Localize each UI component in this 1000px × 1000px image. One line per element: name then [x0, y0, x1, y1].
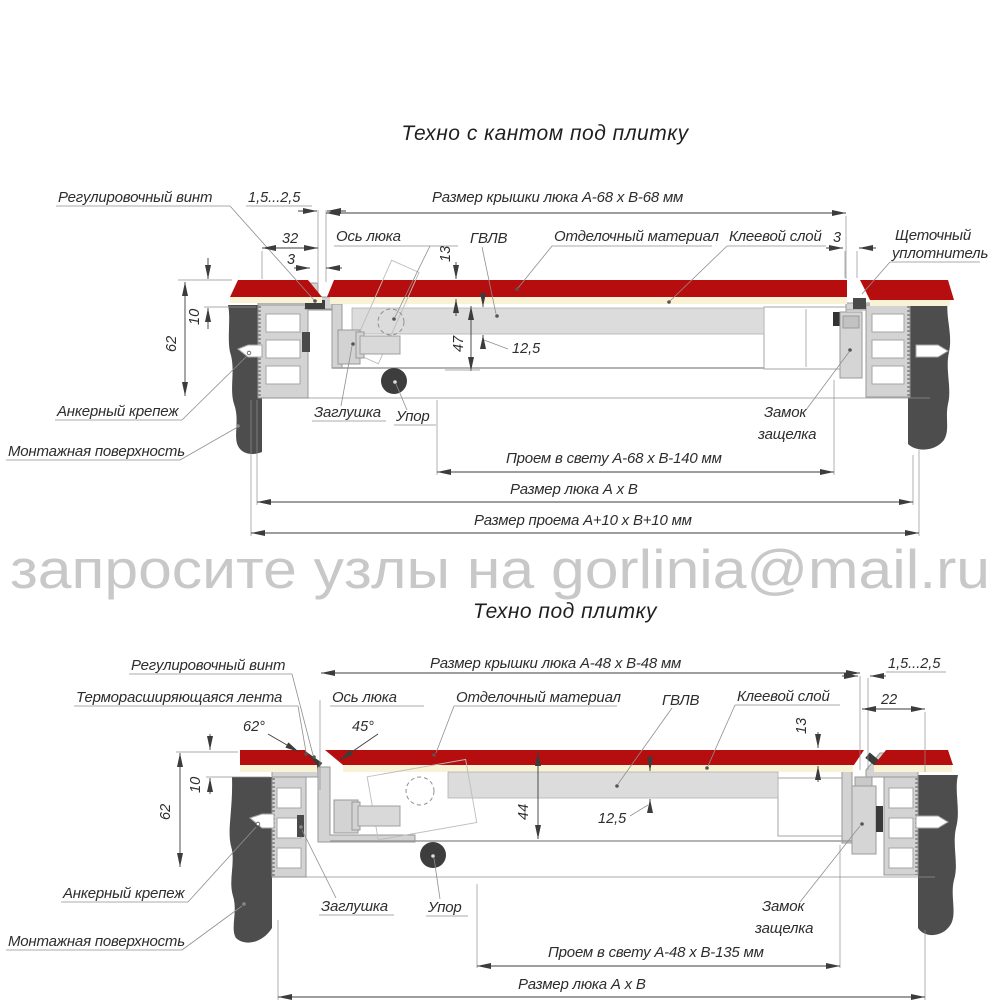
label-anchor-fastener: Анкерный крепеж	[57, 403, 179, 420]
drawing-top	[6, 122, 988, 536]
dim-10: 10	[187, 308, 203, 325]
tile-right-2	[874, 750, 953, 765]
dim-gap-2: 1,5...2,5	[888, 656, 941, 672]
glue-layer-left-2	[240, 765, 317, 772]
label-lock-line1-2: Замок	[762, 898, 805, 915]
drawing-top-title: Техно с кантом под плитку	[401, 122, 689, 145]
dim-47: 47	[451, 335, 467, 352]
wall-right	[908, 300, 950, 450]
dim-10-2: 10	[188, 776, 204, 793]
label-lock-line1: Замок	[764, 404, 807, 421]
dim-angle-45: 45°	[352, 719, 374, 735]
label-hatch-axis: Ось люка	[336, 228, 401, 245]
label-brush-seal-line1: Щеточный	[895, 227, 971, 244]
dim-clearance-2: Проем в свету А-48 х В-135 мм	[548, 944, 764, 961]
dim-12-5: 12,5	[512, 341, 541, 357]
dim-62-2: 62	[158, 803, 174, 820]
label-glue-layer-2: Клеевой слой	[737, 688, 830, 705]
label-stop-2: Упор	[428, 899, 462, 916]
tile-main-2	[325, 750, 864, 765]
plug-insert	[302, 332, 310, 352]
label-gvl: ГВЛВ	[470, 230, 508, 247]
label-lock-line2: защелка	[758, 426, 817, 443]
label-anchor-fastener-2: Анкерный крепеж	[63, 885, 185, 902]
glue-layer-right-2	[874, 765, 952, 772]
label-hatch-axis-2: Ось люка	[332, 689, 397, 706]
label-finishing-material-2: Отделочный материал	[456, 689, 621, 706]
dim-angle-62: 62°	[243, 719, 265, 735]
label-cover-size: Размер крышки люка А-68 х В-68 мм	[432, 189, 684, 206]
dim-clearance: Проем в свету А-68 х В-140 мм	[506, 450, 722, 467]
label-brush-seal-line2: уплотнитель	[892, 245, 989, 262]
dim-hatch-size: Размер люка А х В	[510, 481, 638, 498]
label-glue-layer: Клеевой слой	[729, 228, 822, 245]
label-finishing-material: Отделочный материал	[554, 228, 719, 245]
dim-32: 32	[282, 231, 299, 247]
label-thermal-tape: Терморасширяющаяся лента	[76, 689, 283, 706]
label-adjusting-screw: Регулировочный винт	[58, 189, 213, 206]
tile-right	[860, 280, 954, 300]
dim-13-2: 13	[794, 717, 810, 734]
tile-left	[230, 280, 322, 297]
wall-right-2	[918, 775, 958, 935]
dim-13: 13	[438, 245, 454, 262]
wall-left-2	[230, 777, 272, 943]
tile-main	[327, 280, 847, 297]
gvl-panel	[352, 308, 764, 334]
label-gvl-2: ГВЛВ	[662, 692, 700, 709]
tile-left-2	[240, 750, 317, 765]
label-stop: Упор	[396, 408, 430, 425]
drawing-bottom-title: Техно под плитку	[472, 600, 658, 623]
lock-latch-2	[852, 777, 883, 854]
drawing-bottom	[6, 600, 958, 1000]
label-plug-2: Заглушка	[321, 898, 388, 915]
brush-seal	[853, 298, 866, 309]
dim-44: 44	[516, 803, 532, 820]
watermark: запросите узлы на gorlinia@mail.ru	[10, 538, 990, 600]
dim-opening-size: Размер проема А+10 х В+10 мм	[474, 512, 692, 529]
label-lock-line2-2: защелка	[755, 920, 814, 937]
label-adjusting-screw-2: Регулировочный винт	[131, 657, 286, 674]
glue-layer-left	[230, 297, 322, 303]
dim-62: 62	[164, 335, 180, 352]
dimensions-top	[6, 206, 980, 536]
label-cover-size-2: Размер крышки люка А-48 х В-48 мм	[430, 655, 682, 672]
glue-layer-right	[870, 300, 950, 306]
frame-left	[258, 303, 332, 398]
dim-3-right: 3	[833, 230, 842, 246]
label-mounting-surface: Монтажная поверхность	[8, 443, 185, 460]
label-mounting-surface-2: Монтажная поверхность	[8, 933, 185, 950]
dim-12-5-2: 12,5	[598, 811, 627, 827]
dim-22: 22	[881, 692, 898, 708]
dim-gap: 1,5...2,5	[248, 190, 301, 206]
glue-layer-main-2	[343, 765, 853, 772]
dim-3-left: 3	[287, 252, 296, 268]
gvl-panel-2	[448, 772, 778, 798]
label-plug: Заглушка	[314, 404, 381, 421]
dim-hatch-size-2: Размер люка А х В	[518, 976, 646, 993]
